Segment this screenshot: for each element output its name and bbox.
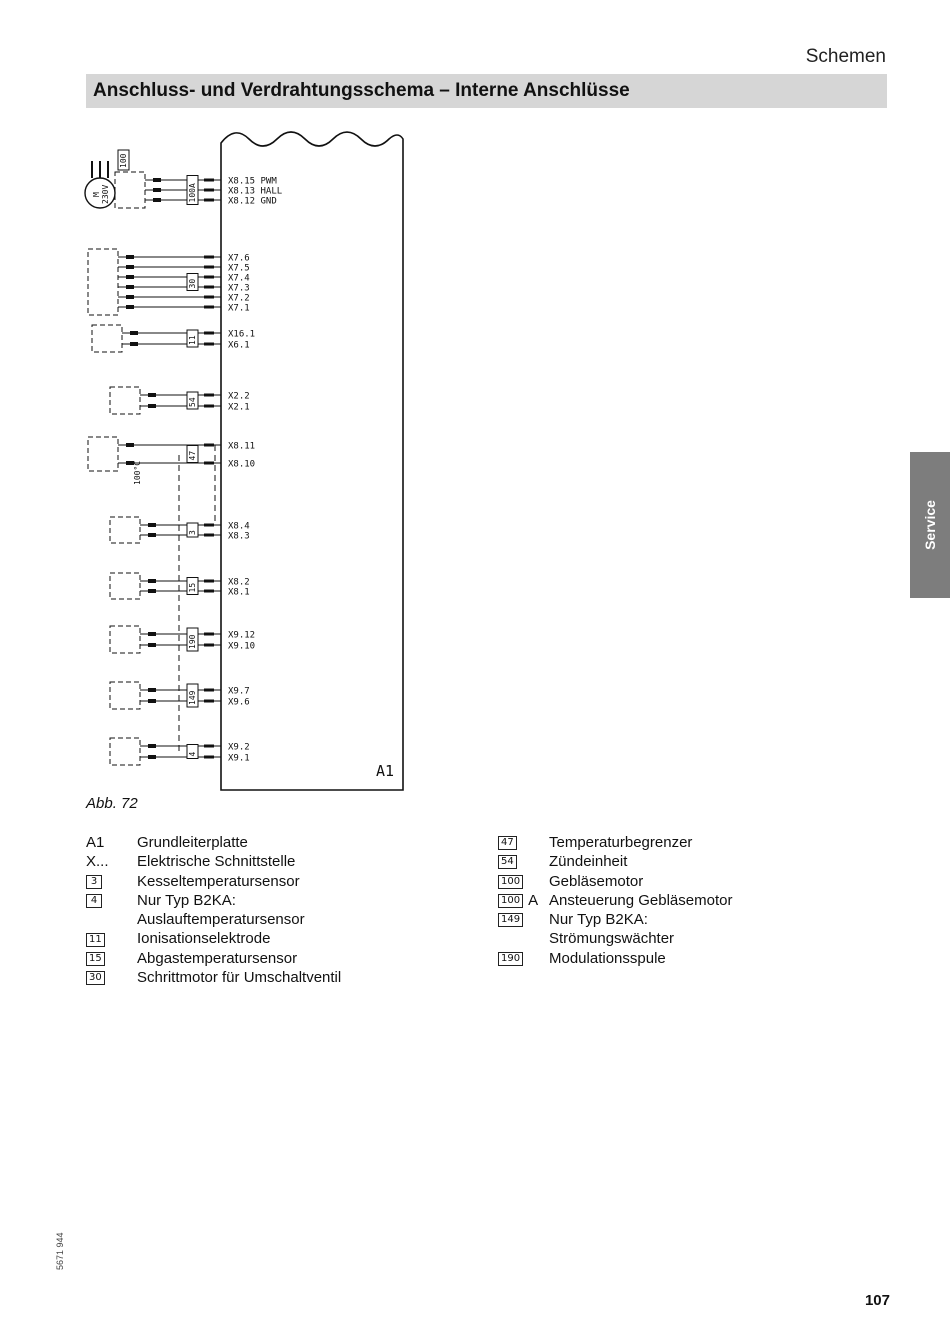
plug-icon (130, 342, 138, 346)
legend-description: Ionisationselektrode (137, 930, 271, 948)
socket-icon (204, 524, 214, 527)
legend-description: Ansteuerung Gebläsemotor (549, 891, 733, 909)
socket-icon (204, 462, 214, 465)
pin-label: X7.6 (228, 253, 250, 264)
legend-key-box: 54 (498, 855, 517, 869)
legend-key (498, 872, 523, 891)
pin-label: X16.1 (228, 329, 256, 340)
socket-icon (204, 633, 214, 636)
plug-icon (126, 255, 134, 259)
connector-group (92, 325, 255, 352)
service-tab-label: Service (922, 500, 938, 550)
component-outline (88, 249, 118, 315)
component-outline (88, 437, 118, 471)
component-outline (110, 682, 140, 709)
plug-icon (148, 579, 156, 583)
socket-icon (204, 745, 214, 748)
socket-icon (204, 276, 214, 279)
pin-label: X9.1 (228, 753, 250, 764)
legend-description: Elektrische Schnittstelle (137, 853, 296, 871)
legend-row (498, 891, 898, 910)
plug-icon (126, 265, 134, 269)
legend-key-box: 30 (86, 971, 105, 985)
legend-description: Gebläsemotor (549, 872, 644, 890)
connector-group (110, 573, 250, 599)
component-id: 47 (188, 450, 197, 461)
pin-label: X7.2 (228, 293, 250, 304)
pin-label: X9.2 (228, 742, 250, 753)
plug-icon (126, 295, 134, 299)
component-id: 190 (188, 634, 197, 649)
plug-icon (126, 443, 134, 447)
legend-right (498, 833, 898, 968)
legend-key (498, 910, 523, 929)
plug-icon (148, 523, 156, 527)
plug-icon (148, 589, 156, 593)
socket-icon (204, 534, 214, 537)
legend-row (498, 872, 898, 891)
plug-icon (148, 744, 156, 748)
service-tab[interactable] (910, 452, 950, 598)
socket-icon (204, 590, 214, 593)
plug-icon (126, 305, 134, 309)
socket-icon (204, 256, 214, 259)
component-outline (110, 626, 140, 653)
legend-key (498, 891, 538, 910)
plug-icon (148, 755, 156, 759)
legend-description: Temperaturbegrenzer (549, 834, 693, 851)
legend-row (86, 949, 486, 968)
legend-key: X... (86, 853, 109, 871)
legend-row (86, 872, 486, 891)
legend-key (86, 968, 105, 987)
legend-key-box: 190 (498, 952, 523, 966)
legend-left (86, 833, 486, 987)
pin-label: X8.12 GND (228, 196, 277, 207)
pin-label: X8.13 HALL (228, 186, 283, 197)
legend-key-box: 47 (498, 836, 517, 850)
pin-label: X6.1 (228, 340, 250, 351)
board-label: A1 (376, 762, 395, 780)
plug-icon (130, 331, 138, 335)
plug-icon (148, 699, 156, 703)
legend-row (86, 968, 486, 987)
legend-key-box: 11 (86, 933, 105, 947)
legend-row (498, 910, 898, 929)
legend-description: Strömungswächter (549, 930, 675, 948)
connector-group (110, 738, 250, 765)
plug-icon (153, 198, 161, 202)
component-id: 11 (188, 335, 197, 345)
legend-key-box: 100 (498, 894, 523, 908)
figure-caption: Abb. 72 (86, 795, 138, 812)
component-outline (110, 387, 140, 414)
socket-icon (204, 306, 214, 309)
motor-voltage: 230V (101, 184, 110, 204)
plug-icon (148, 688, 156, 692)
legend-description: Kesseltemperatursensor (137, 872, 300, 890)
pin-label: X2.1 (228, 402, 250, 413)
socket-icon (204, 179, 214, 182)
pin-label: X8.15 PWM (228, 176, 277, 187)
component-outline (115, 172, 145, 208)
socket-icon (204, 343, 214, 346)
connector-group (110, 626, 255, 653)
pin-label: X8.1 (228, 587, 250, 598)
plug-icon (153, 188, 161, 192)
plug-icon (153, 178, 161, 182)
pin-label: X8.4 (228, 521, 250, 532)
component-id: 100A (188, 183, 197, 203)
legend-description: Zündeinheit (549, 853, 628, 871)
component-id: 100 (119, 153, 128, 168)
legend-key (498, 852, 517, 871)
plug-icon (148, 643, 156, 647)
legend-row (498, 852, 898, 871)
socket-icon (204, 405, 214, 408)
pin-label: X9.7 (228, 686, 250, 697)
legend-description: Nur Typ B2KA: (137, 891, 236, 909)
component-id: 15 (188, 582, 197, 593)
legend-description: Abgastemperatursensor (137, 949, 298, 967)
legend-row (498, 929, 898, 948)
motor-symbol: M (92, 192, 101, 197)
socket-icon (204, 394, 214, 397)
socket-icon (204, 444, 214, 447)
section-name: Schemen (805, 46, 886, 67)
legend-description: Nur Typ B2KA: (549, 911, 648, 929)
socket-icon (204, 189, 214, 192)
legend-row (498, 949, 898, 968)
pin-label: X8.11 (228, 441, 256, 452)
plug-icon (148, 393, 156, 397)
legend-row (86, 910, 486, 929)
socket-icon (204, 689, 214, 692)
legend-description: Grundleiterplatte (137, 834, 248, 851)
component-id: 149 (188, 690, 197, 705)
connector-group (115, 150, 282, 208)
socket-icon (204, 580, 214, 583)
component-id: 30 (188, 278, 197, 289)
plug-icon (148, 404, 156, 408)
pin-label: X9.10 (228, 641, 256, 652)
pin-label: X7.4 (228, 273, 250, 284)
document-id: 5671 944 (55, 1232, 65, 1270)
component-outline (110, 573, 140, 599)
socket-icon (204, 700, 214, 703)
plug-icon (126, 285, 134, 289)
legend-description: Modulationsspule (549, 949, 666, 967)
legend-key (86, 891, 102, 910)
legend-key-box: 3 (86, 875, 102, 889)
socket-icon (204, 286, 214, 289)
legend-key-suffix: A (528, 891, 539, 909)
legend-key-box: 4 (86, 894, 102, 908)
socket-icon (204, 199, 214, 202)
component-id: 3 (188, 530, 197, 535)
component-id: 4 (188, 751, 197, 757)
plug-icon (126, 275, 134, 279)
connector-group (88, 249, 250, 315)
pin-label: X8.3 (228, 531, 250, 542)
pin-label: X9.6 (228, 697, 250, 708)
legend-key-box: 100 (498, 875, 523, 889)
socket-icon (204, 644, 214, 647)
socket-icon (204, 756, 214, 759)
component-outline (92, 325, 122, 352)
page-number: 107 (864, 1292, 890, 1309)
component-outline (110, 738, 140, 765)
legend-description: Schrittmotor für Umschaltventil (137, 969, 342, 987)
pin-label: X7.1 (228, 303, 250, 314)
pin-label: X9.12 (228, 630, 256, 641)
component-outline (110, 517, 140, 543)
legend-key (86, 929, 105, 948)
legend-row (498, 833, 898, 852)
pin-label: X8.2 (228, 577, 250, 588)
socket-icon (204, 332, 214, 335)
connector-group (110, 517, 250, 543)
legend-row (86, 833, 486, 852)
legend-key (498, 833, 517, 852)
connector-group (88, 437, 255, 471)
pin-label: X8.10 (228, 459, 256, 470)
thermostat-label: 100°C (133, 460, 142, 485)
legend-row (86, 929, 486, 948)
pin-label: X7.5 (228, 263, 250, 274)
legend-key-box: 15 (86, 952, 105, 966)
legend-key (86, 872, 102, 891)
connector-group (110, 387, 250, 414)
pin-label: X2.2 (228, 391, 250, 402)
legend-key (86, 949, 105, 968)
wiring-diagram (80, 125, 420, 795)
plug-icon (148, 632, 156, 636)
legend-description: Auslauftemperatursensor (137, 911, 305, 929)
legend-row (86, 891, 486, 910)
component-id: 54 (188, 397, 197, 407)
legend-row (86, 852, 486, 871)
socket-icon (204, 266, 214, 269)
page-title: Anschluss- und Verdrahtungsschema – Interne Anschlüsse (86, 74, 887, 108)
plug-icon (148, 533, 156, 537)
legend-key: A1 (86, 834, 105, 851)
fan-motor-symbol (85, 161, 115, 208)
connector-group (110, 682, 250, 709)
socket-icon (204, 296, 214, 299)
pin-label: X7.3 (228, 283, 250, 294)
legend-key-box: 149 (498, 913, 523, 927)
legend-key (498, 949, 523, 968)
